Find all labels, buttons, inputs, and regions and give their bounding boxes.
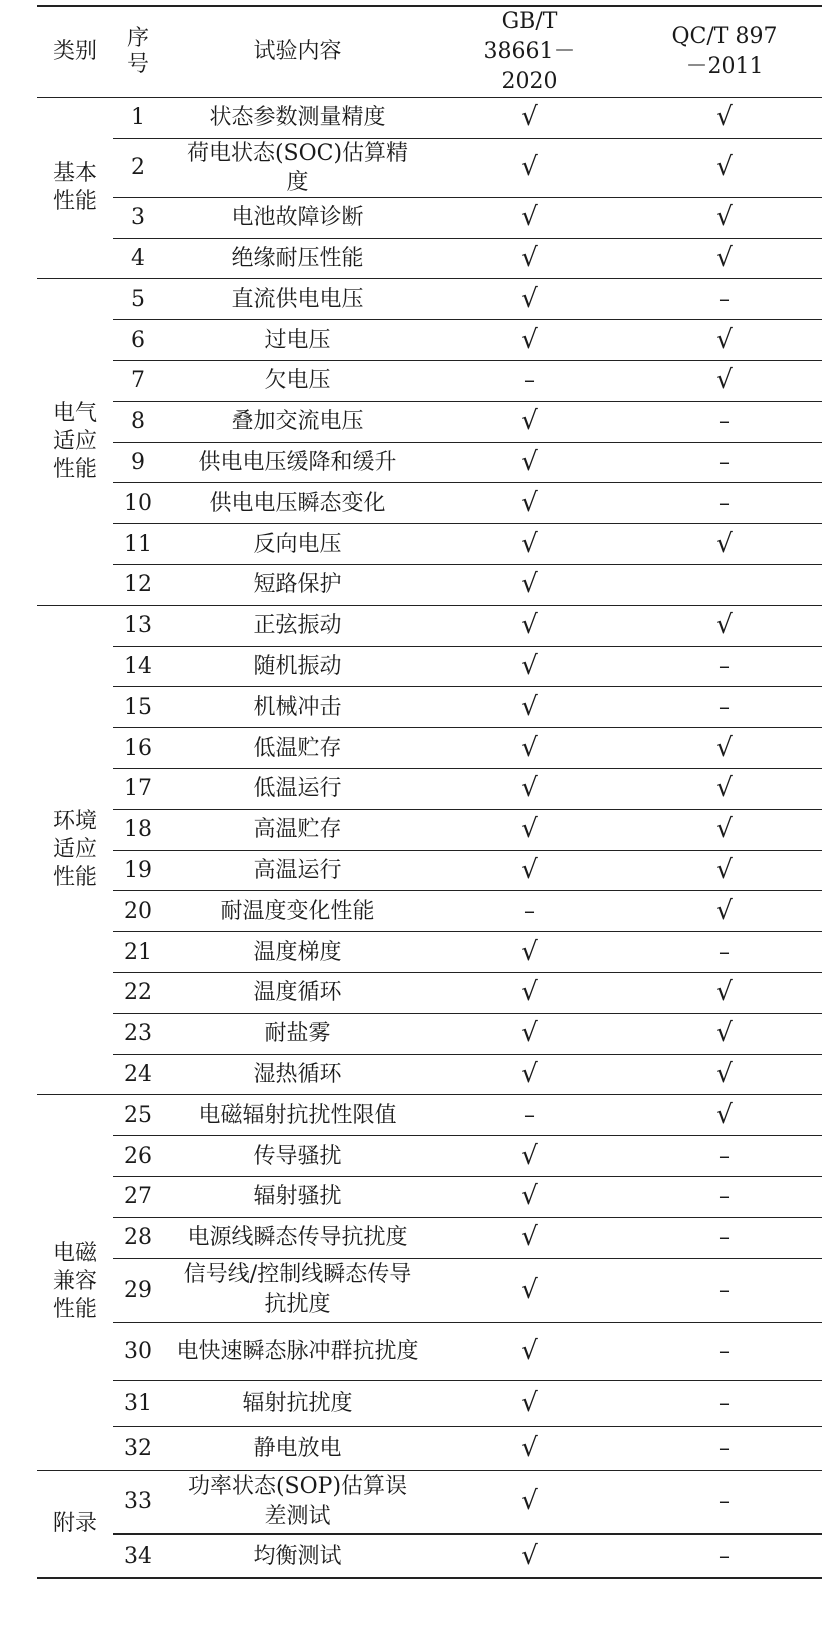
index-cell: 11 <box>113 524 163 565</box>
qc-cell: √ <box>627 1013 822 1054</box>
index-cell: 21 <box>113 932 163 973</box>
gb-cell: √ <box>432 768 627 809</box>
content-cell: 随机振动 <box>163 646 432 687</box>
index-cell: 9 <box>113 442 163 483</box>
content-cell: 电快速瞬态脉冲群抗扰度 <box>163 1322 432 1380</box>
qc-cell: – <box>627 483 822 524</box>
group-2 <box>37 605 822 1095</box>
qc-cell: – <box>627 1380 822 1426</box>
gb-cell: √ <box>432 972 627 1013</box>
qc-cell: – <box>627 1258 822 1322</box>
index-cell: 17 <box>113 768 163 809</box>
gb-cell: √ <box>432 809 627 850</box>
content-cell: 电池故障诊断 <box>163 197 432 238</box>
index-cell: 12 <box>113 564 163 605</box>
table-row <box>37 98 822 139</box>
table-row <box>37 483 822 524</box>
table-row <box>37 320 822 361</box>
table-row <box>37 1095 822 1136</box>
table-row <box>37 728 822 769</box>
index-cell: 6 <box>113 320 163 361</box>
gb-cell: √ <box>432 401 627 442</box>
gb-cell: √ <box>432 1258 627 1322</box>
gb-cell: √ <box>432 483 627 524</box>
gb-cell: √ <box>432 1136 627 1177</box>
table-row <box>37 1322 822 1380</box>
qc-cell: √ <box>627 728 822 769</box>
group-0 <box>37 98 822 279</box>
gb-cell: √ <box>432 1426 627 1470</box>
gb-cell: √ <box>432 932 627 973</box>
content-cell: 电源线瞬态传导抗扰度 <box>163 1217 432 1258</box>
content-cell: 温度循环 <box>163 972 432 1013</box>
qc-cell: √ <box>627 320 822 361</box>
table-row <box>37 850 822 891</box>
gb-cell: √ <box>432 524 627 565</box>
content-cell: 电磁辐射抗扰性限值 <box>163 1095 432 1136</box>
qc-cell <box>627 564 822 605</box>
qc-cell: √ <box>627 98 822 139</box>
table-row <box>37 891 822 932</box>
table-row <box>37 138 822 197</box>
content-cell: 信号线/控制线瞬态传导抗扰度 <box>163 1258 432 1322</box>
qc-cell: – <box>627 1470 822 1534</box>
index-cell: 20 <box>113 891 163 932</box>
standards-comparison-table <box>37 5 822 1579</box>
content-cell: 直流供电电压 <box>163 279 432 320</box>
qc-cell: – <box>627 1136 822 1177</box>
header-category: 类别 <box>37 6 113 98</box>
gb-cell: √ <box>432 1534 627 1578</box>
table-row <box>37 401 822 442</box>
gb-cell: √ <box>432 1217 627 1258</box>
table-row <box>37 972 822 1013</box>
content-cell: 耐温度变化性能 <box>163 891 432 932</box>
table-row <box>37 1013 822 1054</box>
index-cell: 19 <box>113 850 163 891</box>
header-qc: QC/T 897－2011 <box>627 6 822 98</box>
table-row <box>37 646 822 687</box>
gb-cell: √ <box>432 1176 627 1217</box>
table-row <box>37 1176 822 1217</box>
qc-cell: √ <box>627 972 822 1013</box>
gb-cell: √ <box>432 1470 627 1534</box>
index-cell: 13 <box>113 605 163 646</box>
table-row <box>37 279 822 320</box>
category-cell: 电气适应性能 <box>37 279 113 605</box>
gb-cell: √ <box>432 850 627 891</box>
content-cell: 耐盐雾 <box>163 1013 432 1054</box>
gb-cell: √ <box>432 687 627 728</box>
content-cell: 荷电状态(SOC)估算精度 <box>163 138 432 197</box>
index-cell: 4 <box>113 238 163 279</box>
gb-cell: √ <box>432 279 627 320</box>
category-cell: 附录 <box>37 1470 113 1578</box>
table-row <box>37 238 822 279</box>
qc-cell: – <box>627 1426 822 1470</box>
gb-cell: – <box>432 891 627 932</box>
gb-cell: √ <box>432 442 627 483</box>
header-row <box>37 6 822 98</box>
content-cell: 过电压 <box>163 320 432 361</box>
content-cell: 辐射骚扰 <box>163 1176 432 1217</box>
table-row <box>37 1534 822 1578</box>
qc-cell: √ <box>627 768 822 809</box>
content-cell: 叠加交流电压 <box>163 401 432 442</box>
table-row <box>37 1258 822 1322</box>
content-cell: 短路保护 <box>163 564 432 605</box>
content-cell: 高温运行 <box>163 850 432 891</box>
gb-cell: √ <box>432 1013 627 1054</box>
index-cell: 26 <box>113 1136 163 1177</box>
content-cell: 正弦振动 <box>163 605 432 646</box>
index-cell: 2 <box>113 138 163 197</box>
group-4 <box>37 1470 822 1578</box>
index-cell: 24 <box>113 1054 163 1095</box>
index-cell: 27 <box>113 1176 163 1217</box>
index-cell: 3 <box>113 197 163 238</box>
gb-cell: √ <box>432 138 627 197</box>
index-cell: 30 <box>113 1322 163 1380</box>
gb-cell: – <box>432 1095 627 1136</box>
content-cell: 反向电压 <box>163 524 432 565</box>
qc-cell: – <box>627 1176 822 1217</box>
gb-cell: √ <box>432 564 627 605</box>
content-cell: 静电放电 <box>163 1426 432 1470</box>
gb-cell: √ <box>432 1380 627 1426</box>
qc-cell: – <box>627 401 822 442</box>
gb-cell: √ <box>432 646 627 687</box>
table-row <box>37 1470 822 1534</box>
content-cell: 低温运行 <box>163 768 432 809</box>
content-cell: 湿热循环 <box>163 1054 432 1095</box>
qc-cell: – <box>627 687 822 728</box>
table-row <box>37 1136 822 1177</box>
content-cell: 绝缘耐压性能 <box>163 238 432 279</box>
table-row <box>37 687 822 728</box>
header-content: 试验内容 <box>163 6 432 98</box>
index-cell: 28 <box>113 1217 163 1258</box>
qc-cell: √ <box>627 605 822 646</box>
index-cell: 15 <box>113 687 163 728</box>
index-cell: 25 <box>113 1095 163 1136</box>
group-1 <box>37 279 822 605</box>
index-cell: 7 <box>113 360 163 401</box>
qc-cell: – <box>627 646 822 687</box>
qc-cell: – <box>627 279 822 320</box>
gb-cell: √ <box>432 1054 627 1095</box>
index-cell: 16 <box>113 728 163 769</box>
index-cell: 34 <box>113 1534 163 1578</box>
table-row <box>37 1426 822 1470</box>
table-row <box>37 1217 822 1258</box>
content-cell: 供电电压瞬态变化 <box>163 483 432 524</box>
table-row <box>37 442 822 483</box>
gb-cell: √ <box>432 605 627 646</box>
table-row <box>37 360 822 401</box>
qc-cell: √ <box>627 360 822 401</box>
index-cell: 29 <box>113 1258 163 1322</box>
gb-cell: √ <box>432 1322 627 1380</box>
gb-cell: – <box>432 360 627 401</box>
qc-cell: – <box>627 1217 822 1258</box>
gb-cell: √ <box>432 197 627 238</box>
gb-cell: √ <box>432 728 627 769</box>
qc-cell: – <box>627 932 822 973</box>
index-cell: 5 <box>113 279 163 320</box>
qc-cell: √ <box>627 524 822 565</box>
content-cell: 机械冲击 <box>163 687 432 728</box>
qc-cell: – <box>627 442 822 483</box>
content-cell: 高温贮存 <box>163 809 432 850</box>
index-cell: 10 <box>113 483 163 524</box>
content-cell: 均衡测试 <box>163 1534 432 1578</box>
qc-cell: √ <box>627 238 822 279</box>
table-row <box>37 197 822 238</box>
content-cell: 低温贮存 <box>163 728 432 769</box>
qc-cell: √ <box>627 891 822 932</box>
content-cell: 辐射抗扰度 <box>163 1380 432 1426</box>
qc-cell: √ <box>627 850 822 891</box>
index-cell: 33 <box>113 1470 163 1534</box>
group-3 <box>37 1095 822 1470</box>
index-cell: 8 <box>113 401 163 442</box>
qc-cell: √ <box>627 1054 822 1095</box>
header-gb: GB/T 38661－2020 <box>432 6 627 98</box>
index-cell: 23 <box>113 1013 163 1054</box>
gb-cell: √ <box>432 98 627 139</box>
gb-cell: √ <box>432 238 627 279</box>
index-cell: 1 <box>113 98 163 139</box>
qc-cell: √ <box>627 1095 822 1136</box>
table-row <box>37 768 822 809</box>
qc-cell: √ <box>627 197 822 238</box>
index-cell: 14 <box>113 646 163 687</box>
content-cell: 状态参数测量精度 <box>163 98 432 139</box>
category-cell: 基本性能 <box>37 98 113 279</box>
table-row <box>37 1054 822 1095</box>
table-row <box>37 605 822 646</box>
gb-cell: √ <box>432 320 627 361</box>
content-cell: 温度梯度 <box>163 932 432 973</box>
category-cell: 电磁兼容性能 <box>37 1095 113 1470</box>
index-cell: 31 <box>113 1380 163 1426</box>
index-cell: 22 <box>113 972 163 1013</box>
content-cell: 欠电压 <box>163 360 432 401</box>
table-row <box>37 524 822 565</box>
qc-cell: √ <box>627 138 822 197</box>
index-cell: 32 <box>113 1426 163 1470</box>
category-cell: 环境适应性能 <box>37 605 113 1095</box>
table-row <box>37 1380 822 1426</box>
content-cell: 功率状态(SOP)估算误差测试 <box>163 1470 432 1534</box>
qc-cell: √ <box>627 809 822 850</box>
index-cell: 18 <box>113 809 163 850</box>
qc-cell: – <box>627 1322 822 1380</box>
table-row <box>37 932 822 973</box>
table-row <box>37 564 822 605</box>
qc-cell: – <box>627 1534 822 1578</box>
table-row <box>37 809 822 850</box>
content-cell: 供电电压缓降和缓升 <box>163 442 432 483</box>
header-index: 序号 <box>113 6 163 98</box>
content-cell: 传导骚扰 <box>163 1136 432 1177</box>
